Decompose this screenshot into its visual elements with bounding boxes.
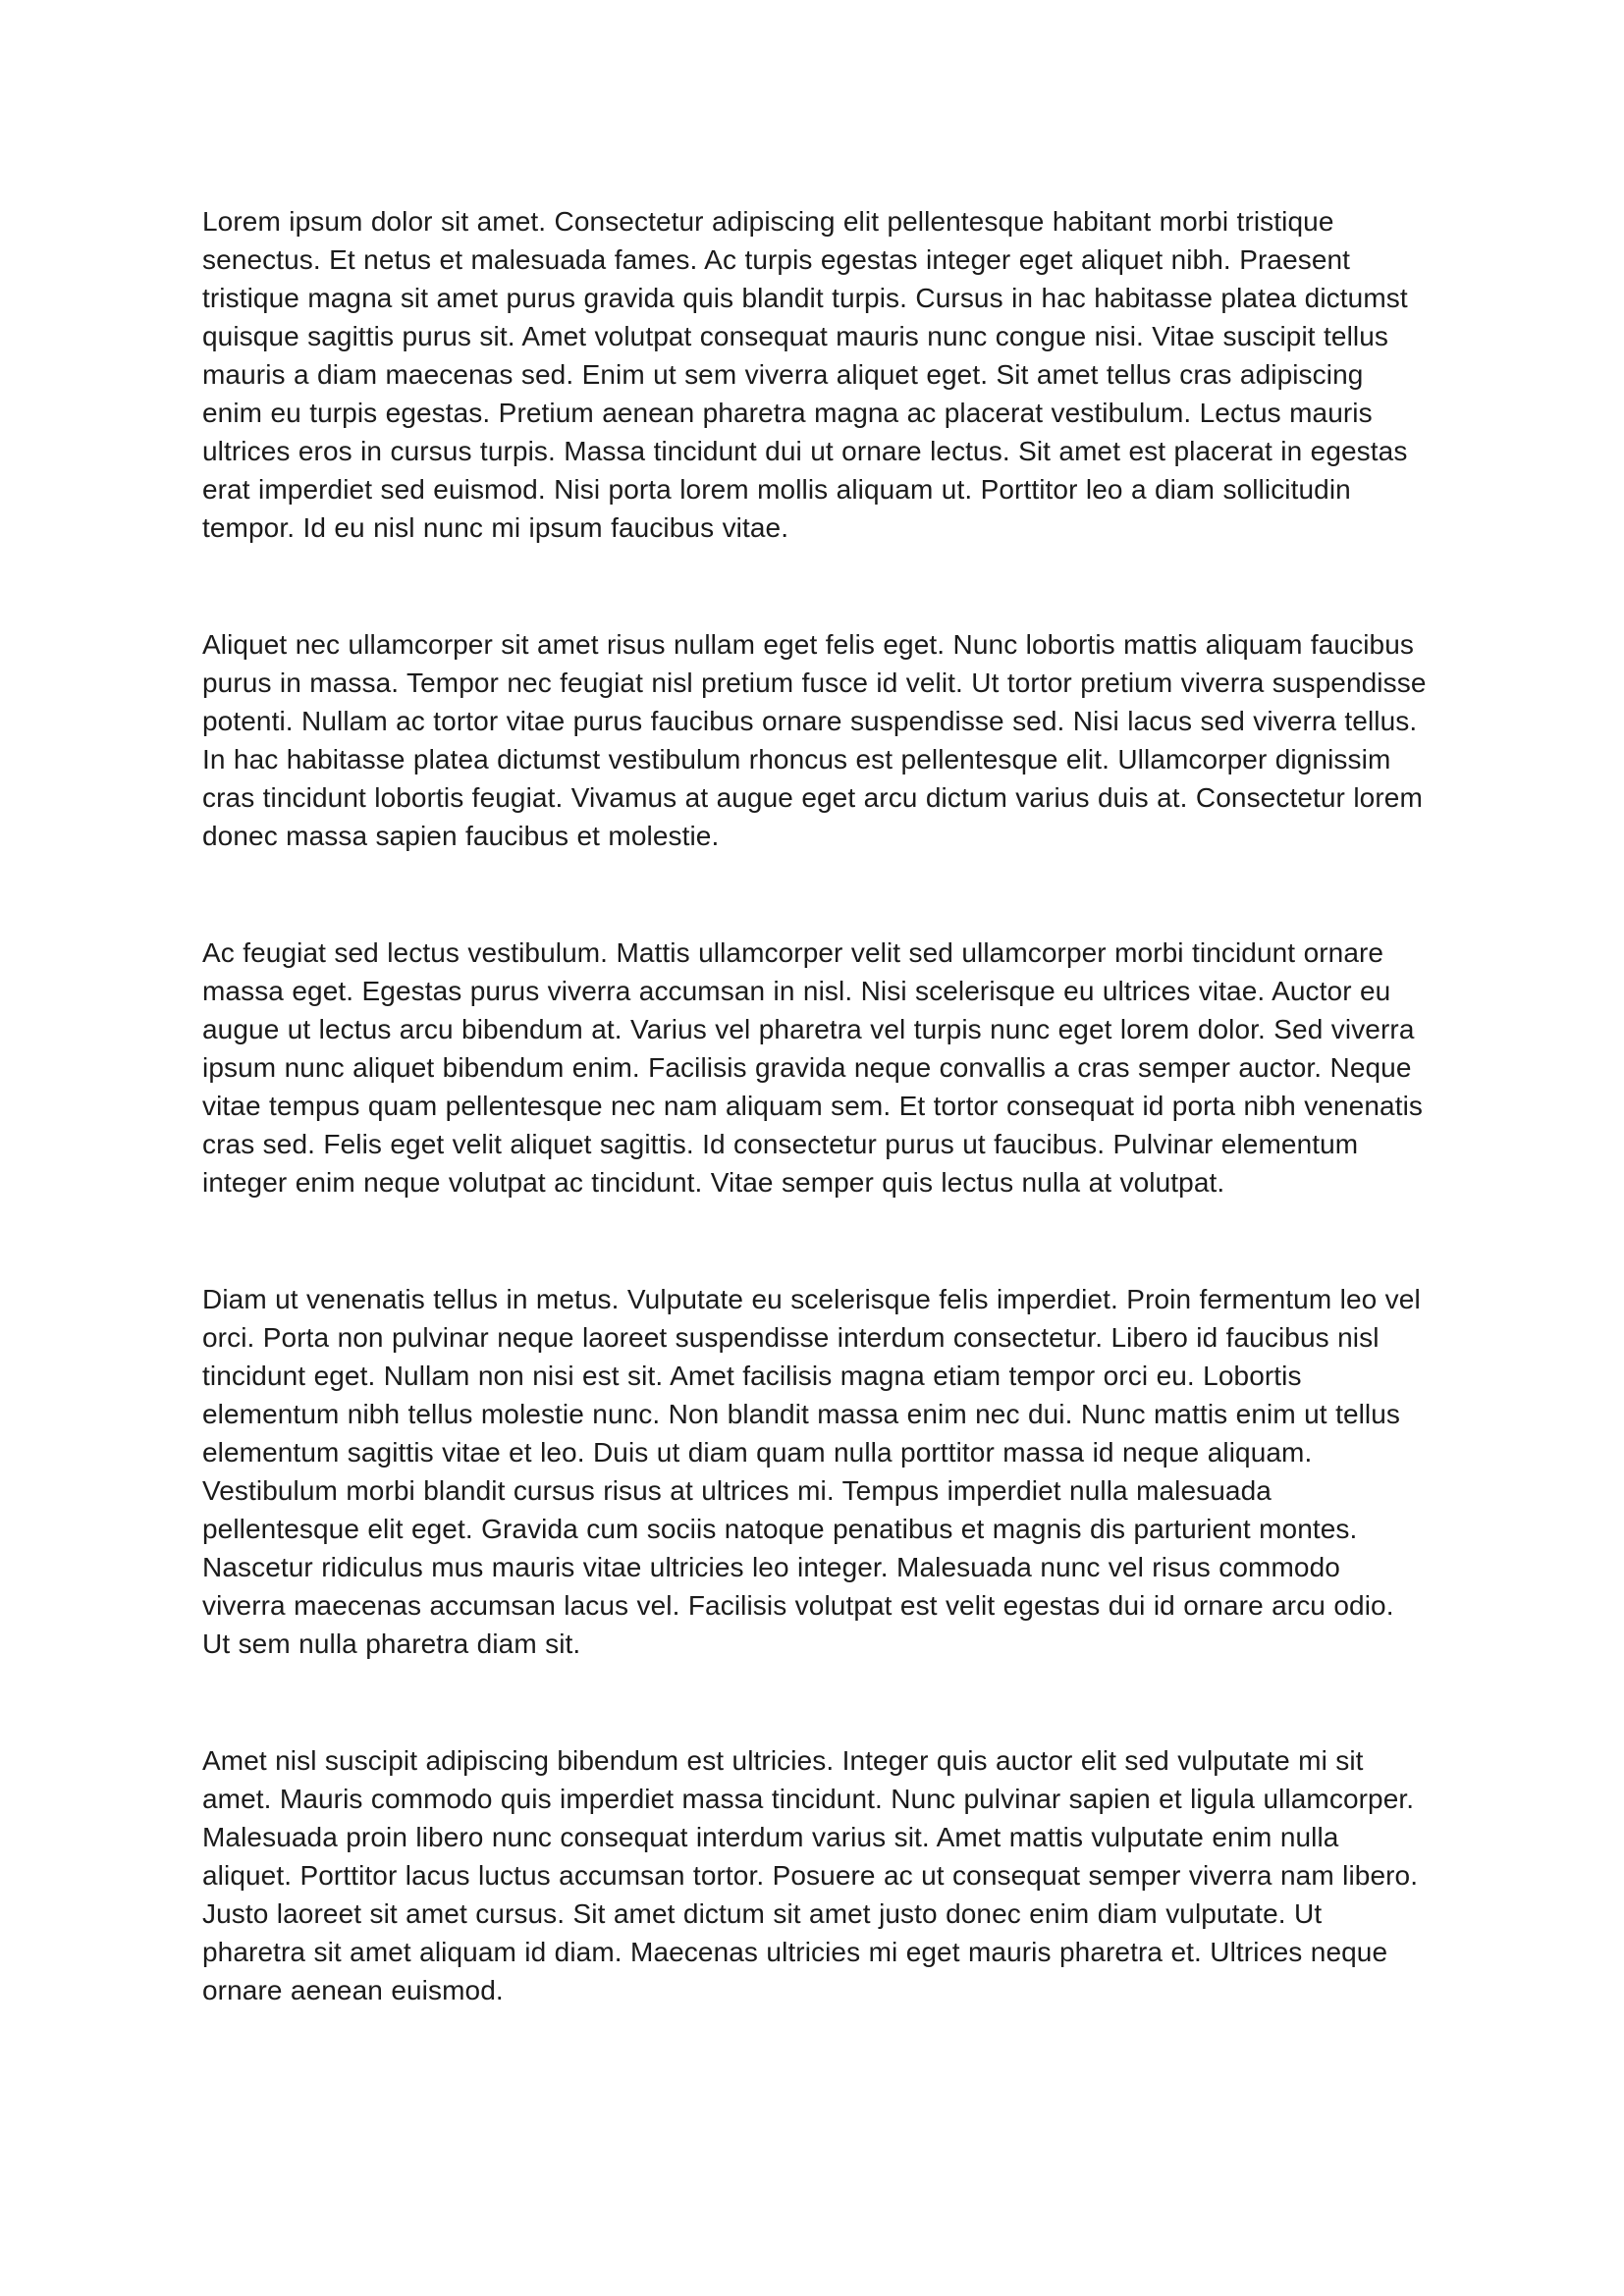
paragraph-3: Ac feugiat sed lectus vestibulum. Mattis ullamcorper velit sed ullamcorper morbi tincidunt ornare massa eget. Egestas purus viverra accumsan in nisl. Nisi scelerisque eu ultrices vitae. Auctor eu augue ut lectus arcu bibendum at. Varius vel pharetra vel turpis nunc eget lorem dolor. Sed viverra ipsum nunc aliquet bibendum enim. Facilisis gravida neque convallis a cras semper auctor. Neque vitae tempus quam pellentesque nec nam aliquam sem. Et tortor consequat id porta nibh venenatis cras sed. Felis eget velit aliquet sagittis. Id consectetur purus ut faucibus. Pulvinar elementum integer enim neque volutpat ac tincidunt. Vitae semper quis lectus nulla at volutpat. [202,937,1423,1198]
paragraph-4: Diam ut venenatis tellus in metus. Vulputate eu scelerisque felis imperdiet. Proin fermentum leo vel orci. Porta non pulvinar neque laoreet suspendisse interdum consectetur. Libero id faucibus nisl tincidunt eget. Nullam non nisi est sit. Amet facilisis magna etiam tempor orci eu. Lobortis elementum nibh tellus molestie nunc. Non blandit massa enim nec dui. Nunc mattis enim ut tellus elementum sagittis vitae et leo. Duis ut diam quam nulla porttitor massa id neque aliquam. Vestibulum morbi blandit cursus risus at ultrices mi. Tempus imperdiet nulla malesuada pellentesque elit eget. Gravida cum sociis natoque penatibus et magnis dis parturient montes. Nascetur ridiculus mus mauris vitae ultricies leo integer. Malesuada nunc vel risus commodo viverra maecenas accumsan lacus vel. Facilisis volutpat est velit egestas dui id ornare arcu odio. Ut sem nulla pharetra diam sit. [202,1284,1421,1659]
paragraph-1: Lorem ipsum dolor sit amet. Consectetur adipiscing elit pellentesque habitant morbi tristique senectus. Et netus et malesuada fames. Ac turpis egestas integer eget aliquet nibh. Praesent tristique magna sit amet purus gravida quis blandit turpis. Cursus in hac habitasse platea dictumst quisque sagittis purus sit. Amet volutpat consequat mauris nunc congue nisi. Vitae suscipit tellus mauris a diam maecenas sed. Enim ut sem viverra aliquet eget. Sit amet tellus cras adipiscing enim eu turpis egestas. Pretium aenean pharetra magna ac placerat vestibulum. Lectus mauris ultrices eros in cursus turpis. Massa tincidunt dui ut ornare lectus. Sit amet est placerat in egestas erat imperdiet sed euismod. Nisi porta lorem mollis aliquam ut. Porttitor leo a diam sollicitudin tempor. Id eu nisl nunc mi ipsum faucibus vitae. [202,206,1408,543]
paragraph-5: Amet nisl suscipit adipiscing bibendum est ultricies. Integer quis auctor elit sed vulputate mi sit amet. Mauris commodo quis imperdiet massa tincidunt. Nunc pulvinar sapien et ligula ullamcorper. Malesuada proin libero nunc consequat interdum varius sit. Amet mattis vulputate enim nulla aliquet. Porttitor lacus luctus accumsan tortor. Posuere ac ut consequat semper viverra nam libero. Justo laoreet sit amet cursus. Sit amet dictum sit amet justo donec enim diam vulputate. Ut pharetra sit amet aliquam id diam. Maecenas ultricies mi eget mauris pharetra et. Ultrices neque ornare aenean euismod. [202,1745,1419,2005]
paragraph-2: Aliquet nec ullamcorper sit amet risus nullam eget felis eget. Nunc lobortis mattis aliquam faucibus purus in massa. Tempor nec feugiat nisl pretium fusce id velit. Ut tortor pretium viverra suspendisse potenti. Nullam ac tortor vitae purus faucibus ornare suspendisse sed. Nisi lacus sed viverra tellus. In hac habitasse platea dictumst vestibulum rhoncus est pellentesque elit. Ullamcorper dignissim cras tincidunt lobortis feugiat. Vivamus at augue eget arcu dictum varius duis at. Consectetur lorem donec massa sapien faucibus et molestie. [202,629,1427,851]
